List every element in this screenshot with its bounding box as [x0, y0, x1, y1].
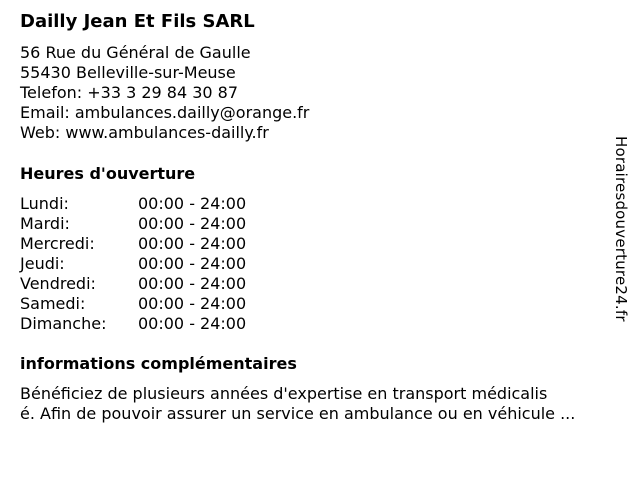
day-label: Lundi: [20, 194, 69, 213]
info-description [20, 384, 620, 424]
hours-row-sunday [20, 314, 246, 334]
info-line-2: é. Afin de pouvoir assurer un service en ambulance ou en véhicule ... [20, 404, 576, 423]
day-label: Dimanche: [20, 314, 107, 333]
time-range: 00:00 - 24:00 [138, 194, 247, 213]
hours-row-monday [20, 194, 246, 214]
street-address: 56 Rue du Général de Gaulle [20, 43, 251, 62]
time-range: 00:00 - 24:00 [138, 254, 247, 273]
phone-number: Telefon: +33 3 29 84 30 87 [20, 83, 239, 102]
time-range: 00:00 - 24:00 [138, 314, 247, 333]
hours-row-friday [20, 274, 246, 294]
time-range: 00:00 - 24:00 [138, 214, 247, 233]
hours-row-tuesday [20, 214, 246, 234]
day-label: Mercredi: [20, 234, 95, 253]
day-label: Jeudi: [20, 254, 65, 273]
website-address: Web: www.ambulances-dailly.fr [20, 123, 269, 142]
day-label: Samedi: [20, 294, 86, 313]
hours-row-wednesday [20, 234, 246, 254]
info-heading: informations complémentaires [20, 354, 297, 373]
hours-row-saturday [20, 294, 246, 314]
city-address: 55430 Belleville-sur-Meuse [20, 63, 236, 82]
hours-table [20, 194, 246, 334]
site-watermark: Horairesdouverture24.fr [612, 136, 630, 322]
business-name: Dailly Jean Et Fils SARL [20, 11, 255, 32]
email-address: Email: ambulances.dailly@orange.fr [20, 103, 310, 122]
hours-row-thursday [20, 254, 246, 274]
info-line-1: Bénéficiez de plusieurs années d'expertise en transport médicalis [20, 384, 548, 403]
time-range: 00:00 - 24:00 [138, 234, 247, 253]
time-range: 00:00 - 24:00 [138, 294, 247, 313]
day-label: Mardi: [20, 214, 70, 233]
hours-heading: Heures d'ouverture [20, 164, 196, 183]
contact-block [20, 43, 309, 143]
time-range: 00:00 - 24:00 [138, 274, 247, 293]
day-label: Vendredi: [20, 274, 96, 293]
